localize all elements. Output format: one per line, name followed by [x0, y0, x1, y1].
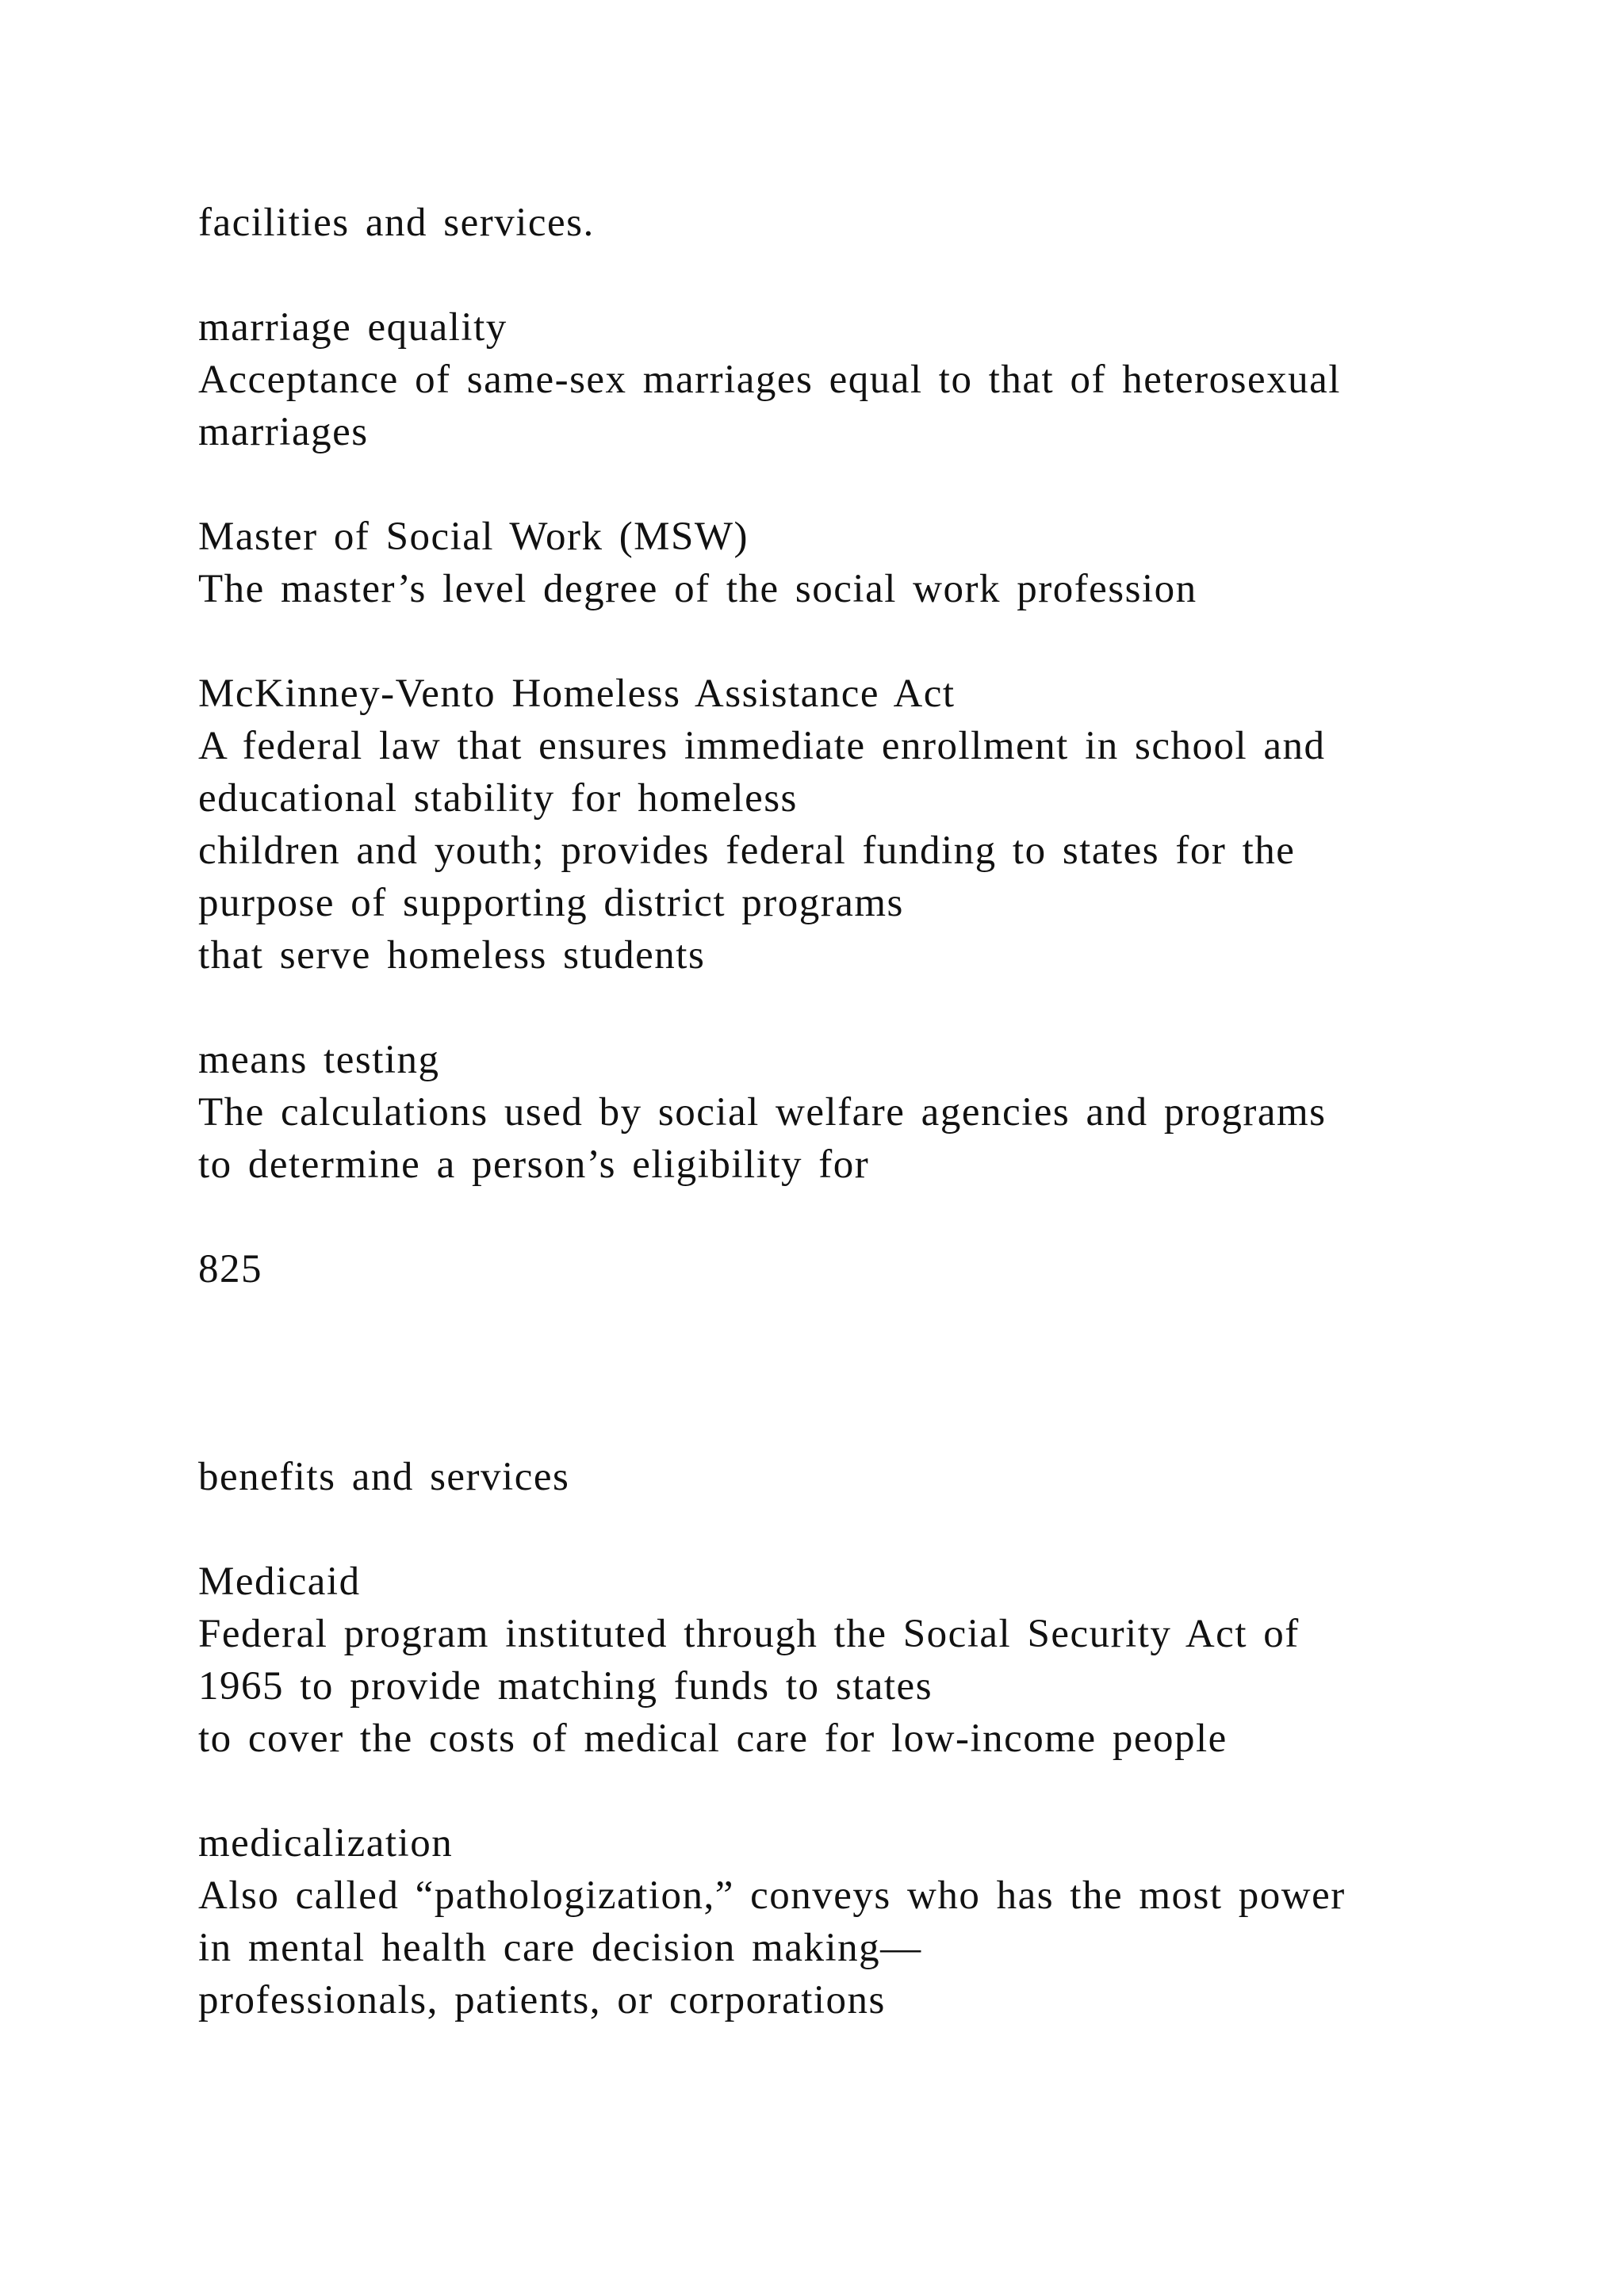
glossary-definition-line: professionals, patients, or corporations: [198, 1978, 886, 2022]
glossary-definition-line: in mental health care decision making—: [198, 1926, 922, 1970]
glossary-term-medicalization: medicalization: [198, 1821, 454, 1866]
glossary-term-msw: Master of Social Work (MSW): [198, 515, 749, 559]
page-number: 825: [198, 1247, 262, 1292]
glossary-definition-line: educational stability for homeless: [198, 776, 798, 821]
glossary-definition-line: The master’s level degree of the social work profession: [198, 567, 1197, 611]
glossary-term-means-testing: means testing: [198, 1038, 440, 1082]
glossary-definition-line: purpose of supporting district programs: [198, 881, 904, 925]
glossary-definition-line: 1965 to provide matching funds to states: [198, 1664, 933, 1709]
glossary-definition-line: to determine a person’s eligibility for: [198, 1142, 870, 1187]
glossary-term-medicaid: Medicaid: [198, 1559, 361, 1604]
glossary-definition-line: children and youth; provides federal funding to states for the: [198, 828, 1296, 873]
glossary-definition-line: to cover the costs of medical care for low-income people: [198, 1716, 1228, 1761]
glossary-definition-line: Federal program instituted through the Social Security Act of: [198, 1612, 1300, 1656]
glossary-definition-line: marriages: [198, 410, 369, 454]
continuation-text: benefits and services: [198, 1455, 570, 1499]
glossary-definition-line: Also called “pathologization,” conveys who has the most power: [198, 1873, 1346, 1918]
glossary-definition-line: The calculations used by social welfare agencies and programs: [198, 1090, 1327, 1135]
continuation-text: facilities and services.: [198, 201, 595, 245]
glossary-term-marriage-equality: marriage equality: [198, 305, 508, 350]
glossary-term-mckinney-vento: McKinney-Vento Homeless Assistance Act: [198, 672, 956, 716]
glossary-definition-line: that serve homeless students: [198, 933, 706, 978]
glossary-definition-line: Acceptance of same-sex marriages equal to that of heterosexual: [198, 358, 1341, 402]
glossary-definition-line: A federal law that ensures immediate enrollment in school and: [198, 724, 1326, 768]
